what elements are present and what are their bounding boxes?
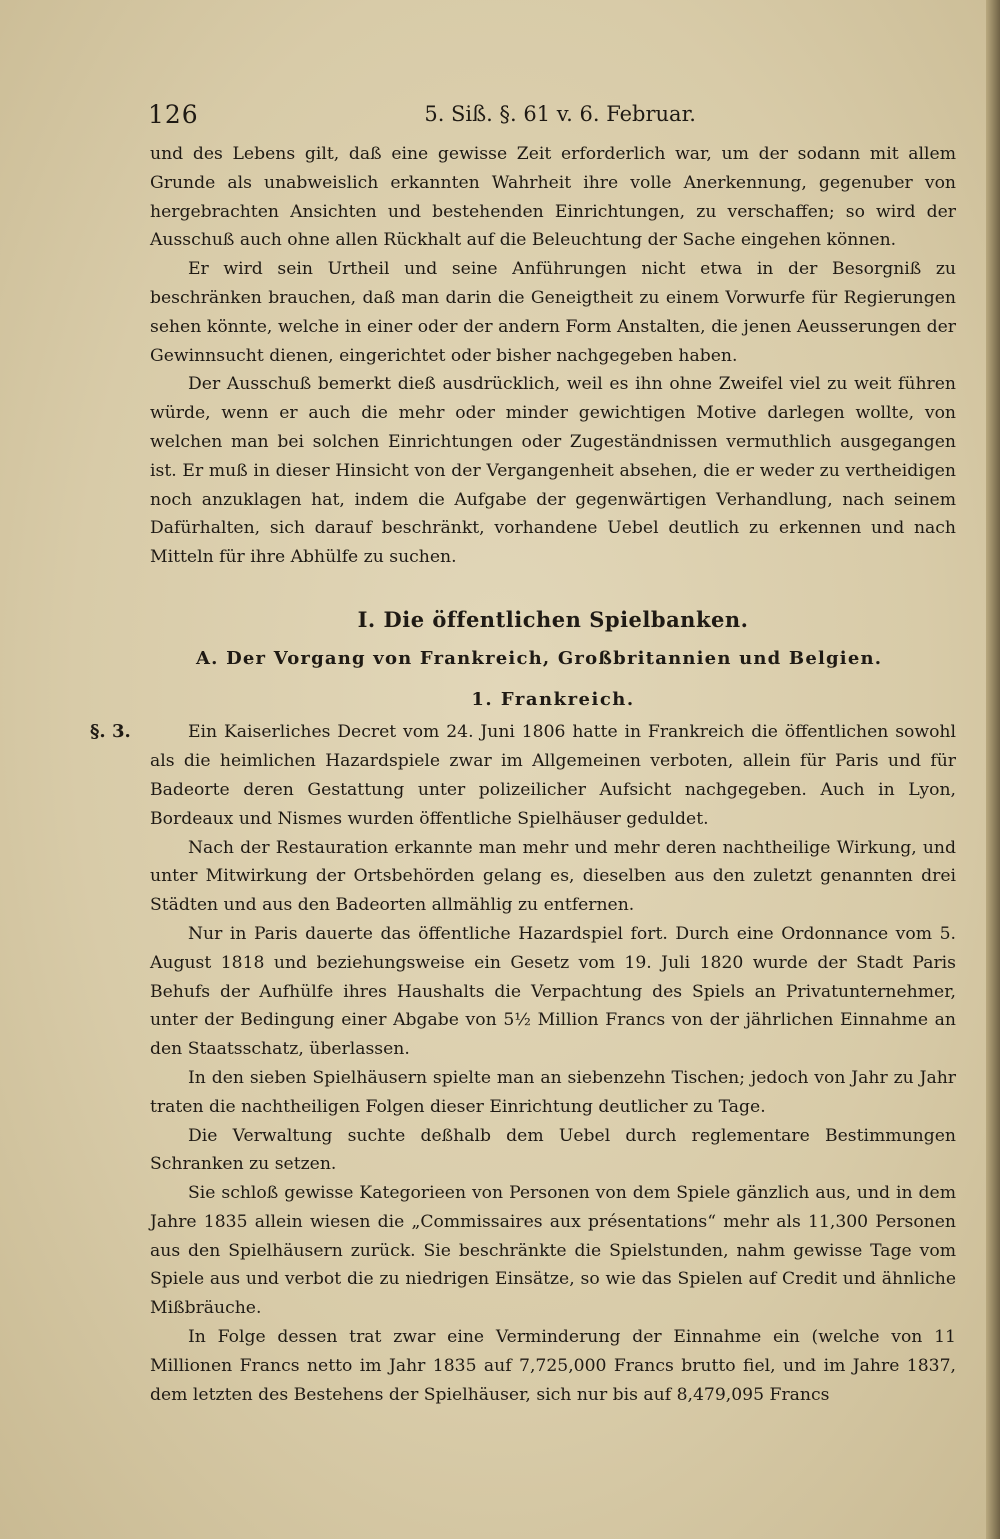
paragraph: In Folge dessen trat zwar eine Verminderung der Einnahme ein (welche von 11 Millionen Francs netto im Jahr 1835 auf 7,725,000 Francs brutto fiel, und im Jahre 1837, dem letzten des Bestehens der Spielhäuser, sich nur bis auf 8,479,095 Francs [150,1327,956,1405]
page-edge-shadow [986,0,1000,1539]
paragraph: Nur in Paris dauerte das öffentliche Hazardspiel fort. Durch eine Ordonnance vom 5. August 1818 und beziehungsweise ein Gesetz vom 19. Juli 1820 wurde der Stadt Paris Behufs der Aufhülfe ihres Haushalts die Verpachtung des Spiels an Privatunternehmer, unter der Bedingung einer Abgabe von 5½ Million Francs von der jährlichen Einnahme an den Staatsschatz, überlassen. [150,923,956,1060]
subsub-title: 1. Frankreich. [471,688,635,710]
paragraph-with-margin-mark [90,718,956,833]
paragraph: Sie schloß gewisse Kategorieen von Personen von dem Spiele gänzlich aus, und in dem Jahre 1835 allein wiesen die „Commissaires aux présentations“ mehr als 11,300 Personen aus den Spielhäusern zurück. Sie beschränkte die Spielstunden, nahm gewisse Tage vom Spiele aus und verbot die zu niedrigen Einsätze, so wie das Spielen auf Credit und ähnliche Mißbräuche. [150,1183,956,1319]
page-header [148,100,696,134]
page-number: 126 [148,100,199,129]
margin-section-mark: §. 3. [90,721,131,743]
paragraph: Nach der Restauration erkannte man mehr und mehr deren nachtheilige Wirkung, und unter Mitwirkung der Ortsbehörden gelang es, dieselben aus den zuletzt genannten drei Städten und aus den Badeorten allmählig zu entfernen. [150,837,956,916]
paragraph: Die Verwaltung suchte deßhalb dem Uebel durch reglementare Bestimmungen Schranken zu setzen. [150,1125,956,1175]
running-head: 5. Siß. §. 61 v. 6. Februar. [424,102,696,126]
paragraph: Der Ausschuß bemerkt dieß ausdrücklich, weil es ihn ohne Zweifel viel zu weit führen würde, wenn er auch die mehr oder minder gewichtigen Motive darlegen wollte, von welchen man bei solchen Einrichtungen oder Zugeständnissen vermuthlich ausgegangen ist. Er muß in dieser Hinsicht von der Vergangenheit absehen, die er weder zu vertheidigen noch anzuklagen hat, indem die Aufgabe der gegenwärtigen Verhandlung, nach seinem Dafürhalten, sich darauf beschränkt, vorhandene Uebel deutlich zu erkennen und nach Mitteln für ihre Abhülfe zu suchen. [150,374,956,568]
paragraph: und des Lebens gilt, daß eine gewisse Zeit erforderlich war, um der sodann mit allem Grunde als unabweislich erkannten Wahrheit ihre volle Anerkennung, gegenuber von hergebrachten Ansichten und bestehenden Einrichtungen, zu verschaffen; so wird der Ausschuß auch ohne allen Rückhalt auf die Beleuchtung der Sache eingehen können. [150,144,956,251]
subsection-title: A. Der Vorgang von Frankreich, Großbritannien und Belgien. [196,647,883,669]
paragraph: Er wird sein Urtheil und seine Anführungen nicht etwa in der Besorgniß zu beschränken brauchen, daß man darin die Geneigtheit zu einem Vorwurfe für Regierungen sehen könnte, welche in einer oder der andern Form Anstalten, die jenen Aeusserungen der Gewinnsucht dienen, eingerichtet oder bisher nachgegeben haben. [150,259,956,366]
body-text [90,140,956,1409]
paragraph: In den sieben Spielhäusern spielte man an siebenzehn Tischen; jedoch von Jahr zu Jahr traten die nachtheiligen Folgen dieser Einrichtung deutlicher zu Tage. [150,1067,956,1117]
paragraph: Ein Kaiserliches Decret vom 24. Juni 1806 hatte in Frankreich die öffentlichen sowohl als die heimlichen Hazardspiele zwar im Allgemeinen verboten, allein für Paris und für Badeorte deren Gestattung unter polizeilicher Aufsicht nachgegeben. Auch in Lyon, Bordeaux und Nismes wurden öffentliche Spielhäuser geduldet. [150,722,956,829]
section-title: I. Die öffentlichen Spielbanken. [357,606,749,632]
